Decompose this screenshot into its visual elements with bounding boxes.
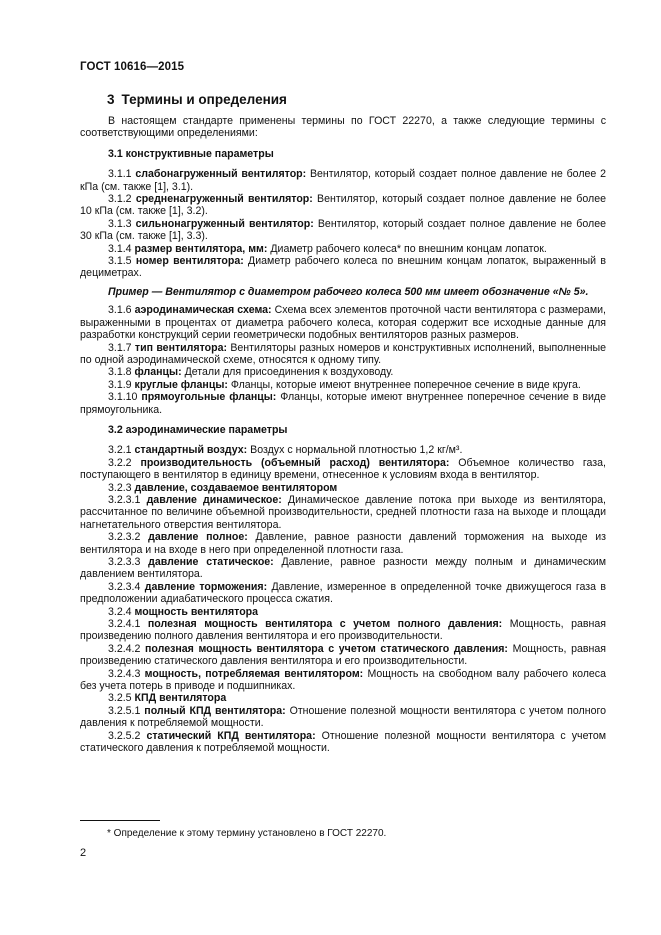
definition-item — [80, 193, 606, 218]
definition-term: КПД вентилятора — [134, 692, 227, 705]
definition-list — [80, 444, 606, 754]
definition-text: Давление, измеренное в определенной точке движущегося газа в предположении адиабатического процесса сжатия. — [80, 580, 606, 606]
definition-term: статический КПД вентилятора: — [146, 729, 316, 742]
definition-number: 3.1.7 — [108, 341, 135, 354]
definition-list — [80, 304, 606, 416]
definition-term: прямоугольные фланцы: — [141, 391, 277, 404]
definition-term: давление торможения: — [144, 580, 268, 593]
definition-text: Вентилятор, который создает полное давление не более 2 кПа (см. также [1], 3.1). — [80, 168, 606, 193]
definition-text: Вентилятор, который создает полное давление не более 30 кПа (см. также [1], 3.3). — [80, 217, 606, 243]
definition-item — [80, 606, 606, 618]
definition-item — [80, 581, 606, 606]
definition-text: Отношение полезной мощности вентилятора с учетом полного давления к потребляемой мощности. — [80, 704, 606, 730]
definition-number: 3.2.3.1 — [108, 493, 147, 506]
definition-term: производительность (объемный расход) вентилятора: — [140, 456, 450, 469]
definition-item — [80, 643, 606, 668]
definition-term: аэродинамическая схема: — [134, 304, 272, 317]
page-number: 2 — [80, 847, 87, 859]
definition-item — [80, 391, 606, 416]
definition-item — [80, 304, 606, 341]
definition-item — [80, 366, 606, 378]
definition-text: Вентиляторы разных номеров и конструктивных исполнений, выполненные по одной аэродинамической схеме, относятся к одному типу. — [80, 341, 606, 366]
definition-text: Диаметр рабочего колеса по внешним концам лопаток, выраженный в дециметрах. — [80, 255, 606, 280]
definition-list — [80, 168, 606, 280]
section-number: 3 — [107, 92, 115, 107]
definition-term: круглые фланцы: — [134, 378, 228, 391]
definition-item — [80, 379, 606, 391]
definition-number: 3.2.3.3 — [108, 556, 149, 568]
definition-number: 3.2.2 — [108, 456, 141, 469]
definition-term: стандартный воздух: — [134, 444, 248, 457]
intro-paragraph: В настоящем стандарте применены термины по ГОСТ 22270, а также следующие термины с соответствующими определениями: — [80, 115, 606, 140]
definition-item — [80, 618, 606, 643]
definition-term: мощность вентилятора — [134, 605, 259, 618]
definition-text: Схема всех элементов проточной части вентилятора с размерами, выраженными в процентах от диаметра рабочего колеса, которая содержит все исходные данные для разработки конструкций серии геометрически подобных вентиляторов разных размеров. — [80, 304, 606, 342]
definition-text: Отношение полезной мощности вентилятора с учетом статического давления к потребляемой мощности. — [80, 729, 607, 755]
definition-item — [80, 668, 606, 693]
definition-number: 3.2.4.1 — [108, 618, 148, 631]
definition-number: 3.2.1 — [108, 444, 135, 457]
definition-text: Диаметр рабочего колеса* по внешним концам лопаток. — [267, 242, 547, 255]
definition-term: давление статическое: — [148, 556, 274, 568]
definition-number: 3.2.3.2 — [108, 531, 149, 544]
definition-item — [80, 531, 606, 556]
definition-number: 3.1.10 — [108, 391, 142, 404]
definition-item — [80, 168, 606, 193]
definition-text: Давление, равное разности давлений торможения на выходе из вентилятора и на входе в него при определенной плотности газа. — [80, 531, 606, 556]
definition-term: фланцы: — [134, 366, 182, 379]
definition-number: 3.2.4 — [108, 605, 135, 618]
definition-number: 3.1.5 — [108, 255, 136, 268]
definition-number: 3.2.4.2 — [108, 642, 146, 655]
section-title — [107, 92, 287, 107]
definition-term: номер вентилятора: — [135, 255, 244, 268]
footnote: * Определение к этому термину установлено в ГОСТ 22270. — [107, 828, 387, 839]
footnote-divider — [80, 820, 160, 821]
document-body — [80, 115, 606, 755]
definition-text: Детали для присоединения к воздуховоду. — [181, 366, 394, 379]
definition-term: средненагруженный вентилятор: — [135, 193, 313, 206]
definition-text: Фланцы, которые имеют внутреннее поперечное сечение в виде прямоугольника. — [80, 391, 606, 416]
definition-term: слабонагруженный вентилятор: — [135, 168, 307, 181]
definition-item — [80, 482, 606, 494]
definition-item — [80, 692, 606, 704]
definition-term: давление, создаваемое вентилятором — [134, 481, 338, 494]
definition-text: Мощность, равная произведению статического давления вентилятора и его производительности. — [80, 642, 606, 668]
definition-text: Давление, равное разности между полным и динамическим давлением вентилятора. — [80, 556, 606, 581]
definition-number: 3.1.3 — [108, 217, 136, 230]
definition-term: давление динамическое: — [146, 493, 282, 506]
definition-number: 3.2.5.1 — [108, 704, 145, 717]
definition-number: 3.2.3 — [108, 481, 135, 494]
definition-number: 3.1.2 — [108, 193, 136, 206]
definition-term: полезная мощность вентилятора с учетом полного давления: — [147, 618, 503, 631]
definition-number: 3.1.8 — [108, 366, 135, 379]
subsection-heading: 3.1 конструктивные параметры — [108, 147, 274, 160]
definition-item — [80, 730, 606, 755]
definition-item — [80, 444, 606, 456]
definition-number: 3.1.1 — [108, 168, 136, 181]
definition-number: 3.1.6 — [108, 304, 135, 317]
definition-text: Мощность на свободном валу рабочего колеса без учета потерь в приводе и подшипниках. — [80, 667, 606, 693]
definition-item — [80, 494, 606, 531]
section-title-text: Термины и определения — [121, 92, 287, 107]
definition-item — [80, 457, 606, 482]
definition-number: 3.2.4.3 — [108, 667, 145, 680]
definition-text: Фланцы, которые имеют внутреннее поперечное сечение в виде круга. — [227, 378, 581, 391]
definition-item — [80, 705, 606, 730]
definition-term: сильнонагруженный вентилятор: — [135, 217, 314, 230]
definition-term: размер вентилятора, мм: — [134, 242, 268, 255]
example-paragraph: Пример — Вентилятор с диаметром рабочего колеса 500 мм имеет обозначение «№ 5». — [108, 285, 589, 298]
definition-text: Динамическое давление потока при выходе из вентилятора, рассчитанное по величине объемной производительности, средней плотности газа на выходе и площади нагнетательного отверстия вентилятора. — [80, 493, 606, 531]
definition-item — [80, 255, 606, 280]
definition-item — [80, 243, 606, 255]
definition-text: Воздух с нормальной плотностью 1,2 кг/м³. — [247, 444, 463, 457]
definition-number: 3.2.5.2 — [108, 729, 147, 742]
definition-term: полный КПД вентилятора: — [144, 704, 286, 717]
definition-text: Объемное количество газа, поступающего в вентилятор в единицу времени, отнесенное к условиям входа в вентилятор. — [80, 456, 606, 482]
definition-term: давление полное: — [148, 531, 248, 544]
document-header: ГОСТ 10616—2015 — [80, 61, 185, 73]
definition-term: тип вентилятора: — [134, 341, 227, 354]
definition-text: Вентилятор, который создает полное давление не более 10 кПа (см. также [1], 3.2). — [80, 193, 606, 218]
definition-number: 3.2.3.4 — [108, 580, 145, 593]
definition-item — [80, 342, 606, 367]
definition-term: полезная мощность вентилятора с учетом статического давления: — [145, 642, 508, 655]
definition-number: 3.2.5 — [108, 692, 135, 705]
definition-item — [80, 556, 606, 581]
definition-number: 3.1.9 — [108, 378, 135, 391]
definition-text: Мощность, равная произведению полного давления вентилятора и его производительности. — [80, 618, 607, 643]
definition-number: 3.1.4 — [108, 242, 135, 255]
definition-term: мощность, потребляемая вентилятором: — [144, 667, 364, 680]
definition-item — [80, 218, 606, 243]
subsection-heading: 3.2 аэродинамические параметры — [108, 423, 288, 436]
